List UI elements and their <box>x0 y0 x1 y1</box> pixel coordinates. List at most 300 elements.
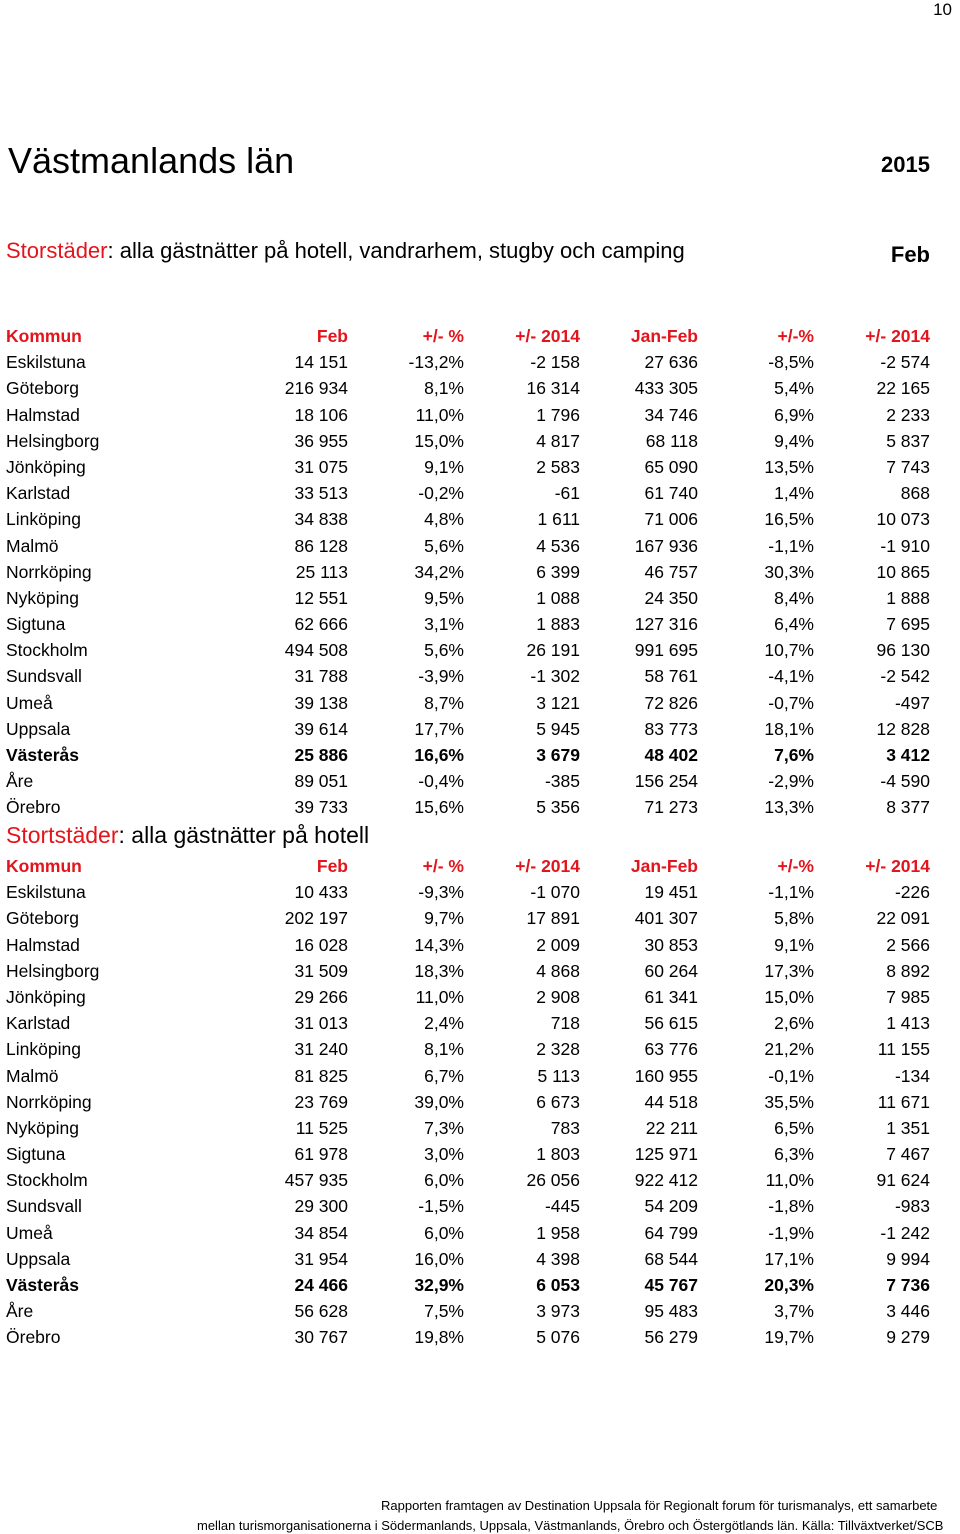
value-cell: 10,7% <box>764 640 814 661</box>
value-cell: 71 006 <box>644 509 698 530</box>
municipality-cell: Karlstad <box>6 483 71 504</box>
value-cell: 7 743 <box>886 456 930 477</box>
value-cell: 3,0% <box>424 1144 464 1165</box>
value-cell: 95 483 <box>644 1301 698 1322</box>
value-cell: 61 740 <box>644 483 698 504</box>
value-cell: 1 883 <box>536 614 580 635</box>
value-cell: 125 971 <box>634 1144 698 1165</box>
value-cell: 433 305 <box>634 378 698 399</box>
value-cell: 9,1% <box>774 934 814 955</box>
table-all-accommodation <box>6 323 930 821</box>
value-cell: -2 574 <box>880 352 930 373</box>
value-cell: 7 985 <box>886 986 930 1007</box>
footer-line-2: mellan turismorganisationerna i Södermanlands, Uppsala, Västmanlands, Örebro och Östergötlands län. Källa: Tillväxtverket/SCB <box>197 1518 944 1533</box>
value-cell: 4,8% <box>424 509 464 530</box>
municipality-cell: Örebro <box>6 1327 61 1348</box>
value-cell: 8 892 <box>886 960 930 981</box>
value-cell: 2 566 <box>886 934 930 955</box>
value-cell: 783 <box>550 1117 580 1138</box>
value-cell: 16 314 <box>526 378 580 399</box>
municipality-cell: Malmö <box>6 535 59 556</box>
value-cell: 11 525 <box>295 1117 348 1138</box>
value-cell: 12 551 <box>294 587 348 608</box>
value-cell: 16,6% <box>414 745 464 765</box>
municipality-cell: Umeå <box>6 692 53 713</box>
value-cell: 922 412 <box>634 1170 698 1191</box>
value-cell: 156 254 <box>634 771 698 792</box>
value-cell: 3 679 <box>536 745 580 765</box>
municipality-cell: Åre <box>6 1301 34 1322</box>
value-cell: 11,0% <box>415 986 464 1007</box>
table-row <box>6 428 930 454</box>
value-cell: 54 209 <box>644 1196 698 1217</box>
section1-title-rest: : alla gästnätter på hotell, vandrarhem, stugby och camping <box>107 238 685 263</box>
value-cell: 26 056 <box>526 1170 580 1191</box>
value-cell: 31 013 <box>294 1013 348 1034</box>
value-cell: 31 240 <box>294 1039 348 1060</box>
column-header: Jan-Feb <box>630 856 698 876</box>
value-cell: 39 733 <box>294 797 348 818</box>
value-cell: 13,3% <box>764 797 814 818</box>
municipality-cell: Nyköping <box>6 587 79 608</box>
value-cell: -2,9% <box>768 771 814 792</box>
municipality-cell: Helsingborg <box>6 430 100 451</box>
value-cell: 45 767 <box>644 1275 698 1295</box>
value-cell: 65 090 <box>644 456 698 477</box>
value-cell: 401 307 <box>634 908 698 929</box>
value-cell: 22 211 <box>645 1117 698 1138</box>
value-cell: 6 673 <box>536 1091 580 1112</box>
value-cell: -134 <box>894 1065 930 1086</box>
municipality-cell: Sundsvall <box>6 1196 82 1217</box>
column-header: Jan-Feb <box>630 326 698 346</box>
municipality-cell: Uppsala <box>6 718 71 739</box>
value-cell: 68 544 <box>644 1248 698 1269</box>
column-header: +/- 2014 <box>865 856 930 876</box>
municipality-cell: Jönköping <box>6 456 86 477</box>
municipality-cell: Eskilstuna <box>6 352 86 373</box>
value-cell: 1 803 <box>536 1144 580 1165</box>
table-row <box>6 1010 930 1036</box>
value-cell: 1 088 <box>536 587 580 608</box>
value-cell: -1,1% <box>768 882 814 903</box>
column-header: +/- % <box>422 856 464 876</box>
section1-title <box>6 238 685 264</box>
value-cell: 4 398 <box>536 1248 580 1269</box>
table-row <box>6 1220 930 1246</box>
municipality-cell: Helsingborg <box>6 960 100 981</box>
value-cell: 11,0% <box>765 1170 814 1191</box>
value-cell: 3,7% <box>774 1301 814 1322</box>
value-cell: -1 910 <box>880 535 930 556</box>
value-cell: 2 583 <box>536 456 580 477</box>
value-cell: -0,1% <box>768 1065 814 1086</box>
value-cell: -1,5% <box>418 1196 464 1217</box>
value-cell: 6,4% <box>774 614 814 635</box>
table-row <box>6 1246 930 1272</box>
value-cell: -13,2% <box>408 352 464 373</box>
value-cell: 991 695 <box>634 640 698 661</box>
table-row <box>6 402 930 428</box>
value-cell: 3 412 <box>886 745 930 765</box>
table-row <box>6 559 930 585</box>
value-cell: 19 451 <box>644 882 698 903</box>
value-cell: 7 736 <box>886 1275 930 1295</box>
value-cell: 6,9% <box>774 404 814 425</box>
value-cell: -2 158 <box>530 352 580 373</box>
value-cell: 9,1% <box>424 456 464 477</box>
value-cell: 35,5% <box>764 1091 814 1112</box>
value-cell: -1,8% <box>768 1196 814 1217</box>
municipality-cell: Göteborg <box>6 378 79 399</box>
value-cell: 89 051 <box>294 771 348 792</box>
value-cell: 30,3% <box>764 561 814 582</box>
value-cell: 71 273 <box>644 797 698 818</box>
table-row <box>6 611 930 637</box>
table-row <box>6 1193 930 1219</box>
value-cell: 8,1% <box>424 378 464 399</box>
value-cell: 81 825 <box>294 1065 348 1086</box>
table-row <box>6 768 930 794</box>
table-row <box>6 1298 930 1324</box>
value-cell: 56 279 <box>644 1327 698 1348</box>
municipality-cell: Västerås <box>6 745 79 765</box>
municipality-cell: Stockholm <box>6 640 88 661</box>
section2-title-highlight: Stortstäder <box>6 822 119 848</box>
value-cell: 1,4% <box>774 483 814 504</box>
municipality-cell: Umeå <box>6 1222 53 1243</box>
municipality-cell: Eskilstuna <box>6 882 86 903</box>
value-cell: 6,0% <box>424 1170 464 1191</box>
table-row <box>6 1089 930 1115</box>
value-cell: -1,9% <box>768 1222 814 1243</box>
value-cell: 4 868 <box>536 960 580 981</box>
value-cell: 3 446 <box>886 1301 930 1322</box>
section2-title-rest: : alla gästnätter på hotell <box>118 822 370 848</box>
value-cell: 868 <box>900 483 930 504</box>
value-cell: 6,0% <box>424 1222 464 1243</box>
value-cell: 25 113 <box>295 561 348 582</box>
section1-title-highlight: Storstäder <box>6 238 108 263</box>
value-cell: -385 <box>544 771 580 792</box>
value-cell: 5,8% <box>774 908 814 929</box>
value-cell: 10 865 <box>876 561 930 582</box>
value-cell: 10 073 <box>876 509 930 530</box>
municipality-cell: Åre <box>6 771 34 792</box>
value-cell: 48 402 <box>644 745 698 765</box>
value-cell: 8,7% <box>424 692 464 713</box>
table-row <box>6 1324 930 1350</box>
value-cell: -61 <box>554 483 580 504</box>
table-row <box>6 349 930 375</box>
value-cell: 39,0% <box>414 1091 464 1112</box>
value-cell: 216 934 <box>284 378 348 399</box>
value-cell: 167 936 <box>634 535 698 556</box>
value-cell: 8,4% <box>774 587 814 608</box>
value-cell: -445 <box>544 1196 580 1217</box>
value-cell: 11,0% <box>415 404 464 425</box>
value-cell: 15,0% <box>764 986 814 1007</box>
table-row <box>6 1167 930 1193</box>
value-cell: -0,2% <box>418 483 464 504</box>
value-cell: 718 <box>550 1013 580 1034</box>
value-cell: 5 076 <box>536 1327 580 1348</box>
value-cell: -1 070 <box>530 882 580 903</box>
value-cell: 2 233 <box>886 404 930 425</box>
value-cell: 56 615 <box>644 1013 698 1034</box>
table-row <box>6 663 930 689</box>
value-cell: 5 945 <box>536 718 580 739</box>
value-cell: 7,3% <box>424 1117 464 1138</box>
column-header: +/- 2014 <box>515 326 580 346</box>
value-cell: 72 826 <box>644 692 698 713</box>
value-cell: 31 075 <box>294 456 348 477</box>
value-cell: 14,3% <box>414 934 464 955</box>
value-cell: -0,4% <box>418 771 464 792</box>
value-cell: -0,7% <box>768 692 814 713</box>
value-cell: 2 009 <box>536 934 580 955</box>
value-cell: 24 466 <box>294 1275 348 1295</box>
value-cell: 36 955 <box>294 430 348 451</box>
column-header: Feb <box>316 856 348 876</box>
municipality-cell: Örebro <box>6 797 61 818</box>
table-row <box>6 742 930 768</box>
municipality-cell: Västerås <box>6 1275 79 1295</box>
value-cell: 60 264 <box>644 960 698 981</box>
page-title: Västmanlands län <box>8 140 295 181</box>
value-cell: 29 300 <box>294 1196 348 1217</box>
value-cell: 5 356 <box>536 797 580 818</box>
value-cell: 20,3% <box>764 1275 814 1295</box>
municipality-cell: Malmö <box>6 1065 59 1086</box>
report-month: Feb <box>890 242 930 267</box>
value-cell: 34,2% <box>414 561 464 582</box>
value-cell: 494 508 <box>284 640 348 661</box>
value-cell: 1 958 <box>536 1222 580 1243</box>
municipality-cell: Sigtuna <box>6 614 66 635</box>
value-cell: 21,2% <box>764 1039 814 1060</box>
value-cell: 1 796 <box>536 404 580 425</box>
value-cell: -497 <box>894 692 930 713</box>
value-cell: 34 746 <box>644 404 698 425</box>
value-cell: 6,3% <box>774 1144 814 1165</box>
value-cell: 39 614 <box>294 718 348 739</box>
municipality-cell: Sigtuna <box>6 1144 66 1165</box>
value-cell: 202 197 <box>284 908 348 929</box>
value-cell: 56 628 <box>294 1301 348 1322</box>
value-cell: -1,1% <box>768 535 814 556</box>
value-cell: -4 590 <box>880 771 930 792</box>
value-cell: 22 091 <box>876 908 930 929</box>
municipality-cell: Norrköping <box>6 1091 92 1112</box>
municipality-cell: Sundsvall <box>6 666 82 687</box>
value-cell: 26 191 <box>526 640 580 661</box>
column-header: +/- % <box>422 326 464 346</box>
table-row <box>6 932 930 958</box>
value-cell: 5,6% <box>424 640 464 661</box>
value-cell: 3 973 <box>536 1301 580 1322</box>
column-header: +/-% <box>777 326 814 346</box>
value-cell: 19,8% <box>414 1327 464 1348</box>
column-header: Feb <box>316 326 348 346</box>
value-cell: 46 757 <box>644 561 698 582</box>
value-cell: 39 138 <box>294 692 348 713</box>
value-cell: 8,1% <box>424 1039 464 1060</box>
value-cell: -226 <box>894 882 930 903</box>
report-year: 2015 <box>881 152 930 177</box>
table-header <box>6 323 930 349</box>
municipality-cell: Nyköping <box>6 1117 79 1138</box>
value-cell: 160 955 <box>634 1065 698 1086</box>
value-cell: 2,4% <box>424 1013 464 1034</box>
value-cell: 1 413 <box>886 1013 930 1034</box>
municipality-cell: Linköping <box>6 509 81 530</box>
value-cell: 32,9% <box>414 1275 464 1295</box>
table-hotels <box>6 853 930 1351</box>
value-cell: 17,3% <box>764 960 814 981</box>
value-cell: 3 121 <box>536 692 580 713</box>
value-cell: 31 954 <box>294 1248 348 1269</box>
municipality-cell: Halmstad <box>6 404 80 425</box>
municipality-cell: Stockholm <box>6 1170 88 1191</box>
value-cell: 8 377 <box>886 797 930 818</box>
value-cell: -2 542 <box>880 666 930 687</box>
value-cell: 1 611 <box>537 509 580 530</box>
municipality-cell: Linköping <box>6 1039 81 1060</box>
value-cell: 63 776 <box>644 1039 698 1060</box>
table-row <box>6 585 930 611</box>
value-cell: 29 266 <box>294 986 348 1007</box>
value-cell: 34 838 <box>294 509 348 530</box>
value-cell: -8,5% <box>768 352 814 373</box>
value-cell: 2 908 <box>536 986 580 1007</box>
table-row <box>6 480 930 506</box>
value-cell: 9,4% <box>774 430 814 451</box>
municipality-cell: Jönköping <box>6 986 86 1007</box>
value-cell: 15,0% <box>414 430 464 451</box>
footer-line-1: Rapporten framtagen av Destination Uppsala för Regionalt forum för turismanalys, ett samarbete <box>381 1498 938 1513</box>
value-cell: 7 695 <box>886 614 930 635</box>
column-header: +/-% <box>777 856 814 876</box>
value-cell: -1 302 <box>530 666 580 687</box>
municipality-cell: Göteborg <box>6 908 79 929</box>
value-cell: 7 467 <box>886 1144 930 1165</box>
value-cell: 1 351 <box>886 1117 930 1138</box>
value-cell: 86 128 <box>294 535 348 556</box>
table-row <box>6 879 930 905</box>
value-cell: 61 341 <box>644 986 698 1007</box>
value-cell: 457 935 <box>284 1170 348 1191</box>
table-header <box>6 853 930 879</box>
value-cell: 31 788 <box>294 666 348 687</box>
value-cell: 6,5% <box>774 1117 814 1138</box>
value-cell: 5,4% <box>774 378 814 399</box>
table-row <box>6 1272 930 1298</box>
table-row <box>6 1063 930 1089</box>
value-cell: 6 399 <box>536 561 580 582</box>
value-cell: 96 130 <box>876 640 930 661</box>
table-row <box>6 1141 930 1167</box>
value-cell: 16,0% <box>414 1248 464 1269</box>
value-cell: -4,1% <box>768 666 814 687</box>
value-cell: 62 666 <box>294 614 348 635</box>
value-cell: 13,5% <box>764 456 814 477</box>
table-row <box>6 984 930 1010</box>
value-cell: 18,3% <box>414 960 464 981</box>
value-cell: 24 350 <box>644 587 698 608</box>
value-cell: 9,7% <box>424 908 464 929</box>
page-number: 10 <box>933 0 952 19</box>
table-row <box>6 716 930 742</box>
value-cell: 6 053 <box>536 1275 580 1295</box>
municipality-cell: Uppsala <box>6 1248 71 1269</box>
value-cell: 2 328 <box>536 1039 580 1060</box>
table-row <box>6 1115 930 1141</box>
table-row <box>6 454 930 480</box>
value-cell: 18,1% <box>764 718 814 739</box>
value-cell: 6,7% <box>424 1065 464 1086</box>
value-cell: 17 891 <box>526 908 580 929</box>
column-header: +/- 2014 <box>515 856 580 876</box>
value-cell: 1 888 <box>886 587 930 608</box>
section2-title <box>6 822 369 849</box>
value-cell: 9,5% <box>424 587 464 608</box>
value-cell: 12 828 <box>876 718 930 739</box>
value-cell: 68 118 <box>645 430 698 451</box>
table-row <box>6 637 930 663</box>
value-cell: 18 106 <box>294 404 348 425</box>
column-header: Kommun <box>6 856 82 876</box>
table-row <box>6 958 930 984</box>
value-cell: 3,1% <box>424 614 464 635</box>
value-cell: 15,6% <box>414 797 464 818</box>
value-cell: 5 837 <box>886 430 930 451</box>
value-cell: 5 113 <box>537 1065 580 1086</box>
table-row <box>6 375 930 401</box>
table-row <box>6 506 930 532</box>
municipality-cell: Halmstad <box>6 934 80 955</box>
value-cell: -3,9% <box>418 666 464 687</box>
value-cell: 23 769 <box>294 1091 348 1112</box>
value-cell: 31 509 <box>294 960 348 981</box>
value-cell: 83 773 <box>644 718 698 739</box>
table-row <box>6 690 930 716</box>
value-cell: 33 513 <box>294 483 348 504</box>
municipality-cell: Karlstad <box>6 1013 71 1034</box>
value-cell: 30 767 <box>294 1327 348 1348</box>
value-cell: 10 433 <box>294 882 348 903</box>
table-row <box>6 794 930 820</box>
value-cell: 4 536 <box>536 535 580 556</box>
value-cell: 34 854 <box>294 1222 348 1243</box>
table-row <box>6 1036 930 1062</box>
value-cell: -9,3% <box>418 882 464 903</box>
value-cell: 11 155 <box>877 1039 930 1060</box>
value-cell: 2,6% <box>774 1013 814 1034</box>
value-cell: 19,7% <box>764 1327 814 1348</box>
value-cell: 25 886 <box>294 745 348 765</box>
municipality-cell: Norrköping <box>6 561 92 582</box>
value-cell: 44 518 <box>644 1091 698 1112</box>
value-cell: 7,5% <box>424 1301 464 1322</box>
value-cell: 7,6% <box>774 745 814 765</box>
value-cell: 16 028 <box>294 934 348 955</box>
value-cell: 9 279 <box>886 1327 930 1348</box>
value-cell: -983 <box>894 1196 930 1217</box>
value-cell: 91 624 <box>876 1170 930 1191</box>
value-cell: 22 165 <box>876 378 930 399</box>
value-cell: 127 316 <box>634 614 698 635</box>
